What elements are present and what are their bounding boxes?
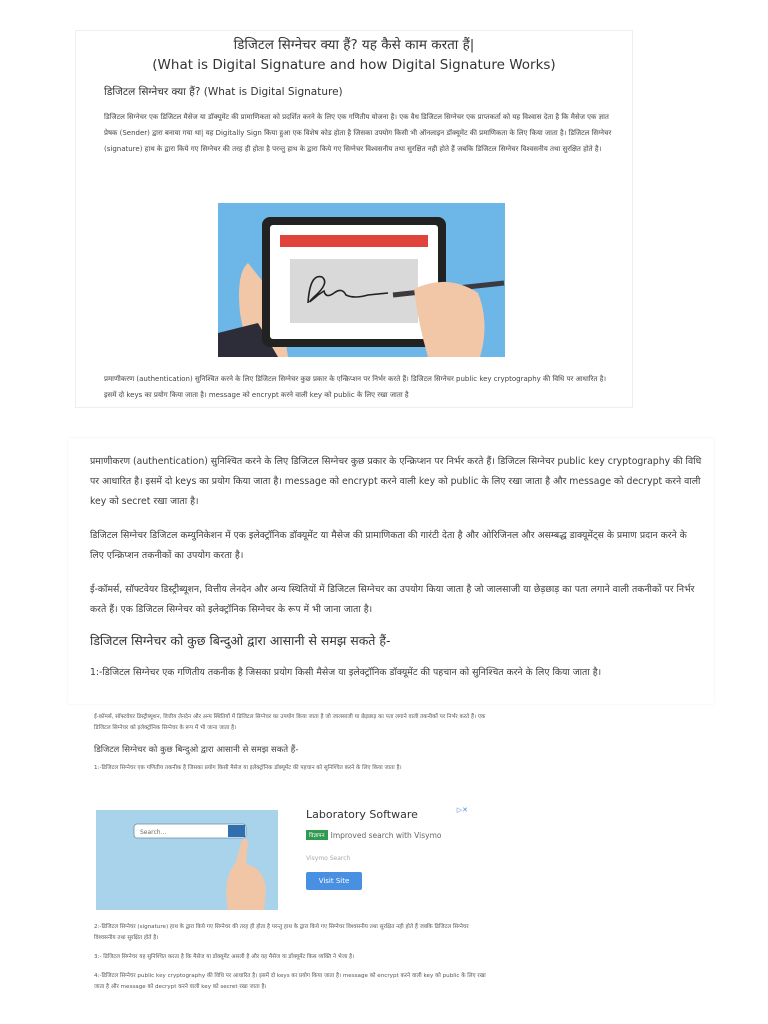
- article-screenshot-top: [75, 30, 633, 408]
- points-heading: डिजिटल सिग्नेचर को कुछ बिन्दुओ द्वारा आसानी से समझ सकते हैं-: [90, 633, 391, 648]
- advertisement[interactable]: [96, 800, 488, 918]
- tablet-signature-illustration: [218, 203, 505, 357]
- point-1: 1:-डिजिटल सिग्नेचर एक गणितीय तकनीक है जिसका प्रयोग किसी मैसेज या इलेक्ट्रॉनिक डॉक्यूमेंट की पहचान को सुनिश्चित करने के लिए किया जाता है।: [90, 667, 602, 678]
- authentication-paragraph-partial: प्रमाणीकरण (authentication) सुनिश्चित करने के लिए डिजिटल सिग्नेचर कुछ प्रकार के एन्क्रिप्शन पर निर्भर करते हैं। डिजिटल सिग्नेचर public key cryptography की विधि पर आधारित है। इसमें दो keys का प्रयोग किया जाता है। message को encrypt करने वाली key को public के लिए रखा जाता है: [104, 375, 607, 399]
- ad-badge: विज्ञापन: [306, 830, 328, 840]
- article-screenshot-bottom: [82, 712, 498, 1012]
- article-zoomed-excerpt: [68, 438, 714, 704]
- ad-subtitle: विज्ञापन Improved search with Visymo: [306, 830, 441, 840]
- visit-site-button[interactable]: Visit Site: [306, 872, 362, 890]
- article-title: डिजिटल सिग्नेचर क्या हैं? यह कैसे काम करता हैं| (What is Digital Signature and how Digital Signature Works): [152, 37, 556, 73]
- point-2-small: 2:-डिजिटल सिग्नेचर (signature) हाथ के द्वारा किये गए सिग्नेचर की तरह ही होता है परन्तु हाथ के द्वारा किये गए सिग्नेचर विश्वसनीय तथा सुरक्षित नही होते हैं जबकि डिजिटल सिग्नेचर विश्वसनीय तथा सुरक्षित होते है।: [94, 924, 469, 941]
- usage-paragraph: ई-कॉमर्स, सॉफ्टवेयर डिस्ट्रीब्यूशन, वित्तीय लेनदेन और अन्य स्थितियों में डिजिटल सिग्नेचर का उपयोग किया जाता है जो जालसाजी या छेड़छाड़ का पता लगाने वाली तकनीकों पर निर्भर करते हैं। एक डिजिटल सिग्नेचर को इलेक्ट्रॉनिक सिग्नेचर के रूप में भी जाना जाता है।: [90, 584, 695, 615]
- ad-brand: Visymo Search: [306, 855, 351, 862]
- ad-search-placeholder: Search...: [140, 829, 167, 836]
- points-heading-small: डिजिटल सिग्नेचर को कुछ बिन्दुओ द्वारा आसानी से समझ सकते हैं-: [94, 745, 299, 755]
- intro-paragraph: डिजिटल सिग्नेचर एक डिजिटल मैसेज या डॉक्यूमेंट की प्रामाणिकता को प्रदर्शित करने के लिए एक गणितीय योजना है। एक वैध डिजिटल सिग्नेचर एक प्राप्तकर्ता को यह विश्वास देता है कि मैसेज एक ज्ञात प्रेषक (Sender) द्वारा बनाया गया था| यह Digitally Sign किया हुआ एक विशेष कोड होता है जिसका उपयोग किसी भी ऑनलाइन डॉक्यूमेंट की प्रमाणिकता के लिए किया जाता है। डिजिटल सिग्नेचर (signature) हाथ के द्वारा किये गए सिग्नेचर की तरह ही होता है परन्तु हाथ के द्वारा किये गए सिग्नेचर विश्वसनीय तथा सुरक्षित नही होते हैं जबकि डिजिटल सिग्नेचर विश्वसनीय तथा सुरक्षित होते है।: [104, 113, 612, 153]
- guarantee-paragraph: डिजिटल सिग्नेचर डिजिटल कम्युनिकेशन में एक इलेक्ट्रॉनिक डॉक्यूमेंट या मैसेज की प्रामाणिकता की गारंटी देता है और ओरिजिनल और असम्बद्ध डाक्यूमेंट्स के प्रमाण प्रदान करने के लिए एन्क्रिप्शन तकनीकों का उपयोग करता है।: [90, 530, 687, 561]
- point-4-small: 4:-डिजिटल सिग्नेचर public key cryptography की विधि पर आधारित है। इसमें दो keys का प्रयोग किया जाता है। message को encrypt करने वाली key को public के लिए रखा जाता है और message को decrypt करने वाली key को secret रखा जाता है।: [94, 973, 486, 990]
- section-heading: डिजिटल सिग्नेचर क्या हैं? (What is Digital Signature): [104, 86, 343, 98]
- point-3-small: 3:- डिजिटल सिग्नेचर यह सुनिश्चित करता है कि मैसेज या डॉक्यूमेंट असली है और यह मैसेज या डॉक्यूमेंट किस व्यक्ति ने भेजा है।: [94, 954, 355, 960]
- ad-image[interactable]: [96, 810, 278, 910]
- ad-choices-icon[interactable]: ▷✕: [456, 806, 468, 814]
- ad-title[interactable]: Laboratory Software: [306, 808, 418, 821]
- point-1-small: 1:-डिजिटल सिग्नेचर एक गणितीय तकनीक है जिसका प्रयोग किसी मैसेज या इलेक्ट्रॉनिक डॉक्यूमेंट की पहचान को सुनिश्चित करने के लिए किया जाता है।: [94, 765, 402, 771]
- usage-paragraph-small: ई-कॉमर्स, सॉफ्टवेयर डिस्ट्रीब्यूशन, वित्तीय लेनदेन और अन्य स्थितियों में डिजिटल सिग्नेचर का उपयोग किया जाता है जो जालसाजी या छेड़छाड़ का पता लगाने वाली तकनीकों पर निर्भर करते हैं। एक डिजिटल सिग्नेचर को इलेक्ट्रॉनिक सिग्नेचर के रूप में भी जाना जाता है।: [94, 714, 486, 731]
- authentication-paragraph: प्रमाणीकरण (authentication) सुनिश्चित करने के लिए डिजिटल सिग्नेचर कुछ प्रकार के एन्क्रिप्शन पर निर्भर करते हैं। डिजिटल सिग्नेचर public key cryptography की विधि पर आधारित है। इसमें दो keys का प्रयोग किया जाता है। message को encrypt करने वाली key को public के लिए रखा जाता है और message को decrypt करने वाली key को secret रखा जाता है।: [90, 456, 702, 507]
